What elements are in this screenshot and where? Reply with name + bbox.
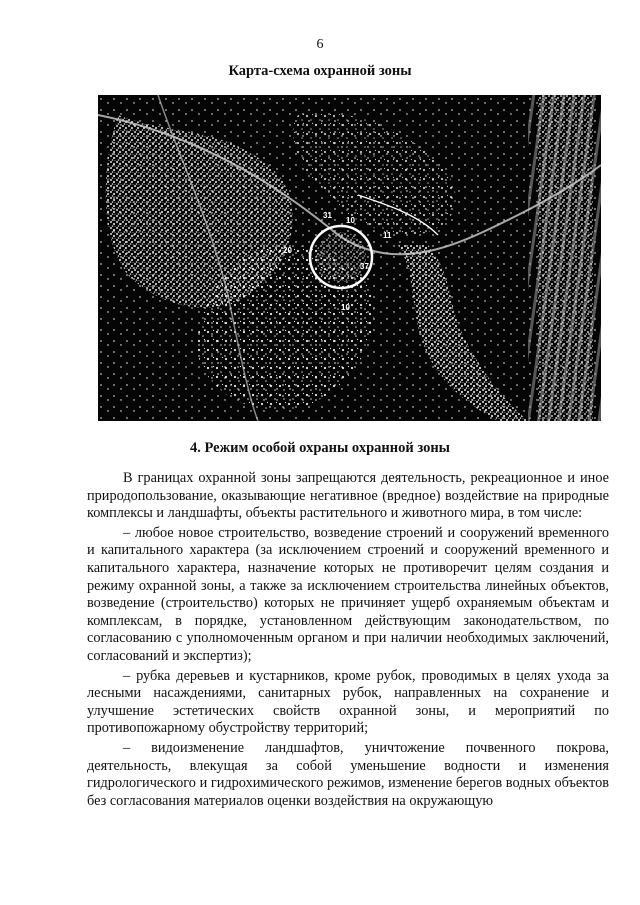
- page-number: 6: [316, 37, 324, 52]
- map-label: 10: [341, 303, 350, 312]
- list-item: – рубка деревьев и кустарников, кроме рубок, проводимых в целях ухода за лесными насаждениями, санитарных рубок, направленных на сохранение и улучшение эстетических свойств охранной зоны, и мероприятий по противопожарному обустройству территорий;: [87, 667, 609, 737]
- map-label: 37: [360, 262, 369, 271]
- map-scheme-svg: [98, 95, 601, 421]
- map-label: 11: [383, 231, 392, 240]
- map-label: 10: [346, 216, 355, 225]
- map-title: Карта-схема охранной зоны: [228, 63, 412, 79]
- map-label: 31: [323, 211, 332, 220]
- intro-paragraph: В границах охранной зоны запрещаются деятельность, рекреационное и иное природопользование, оказывающие негативное (вредное) воздействие на природные комплексы и ландшафты, объекты растительного и животного мира, в том числе:: [87, 470, 609, 522]
- body-text: [87, 470, 609, 810]
- list-item: – любое новое строительство, возведение строений и сооружений временного и капитального характера (за исключением строений и сооружений временного и капитального характера, назначение которых не противоречит целям создания и режиму охранной зоны, а также за исключением строительства линейных объектов, возведение (строительство) которых не причиняет ущерб охраняемым объектам и комплексам, в порядке, установленном действующим законодательством, по согласованию с уполномоченным органом и при наличии необходимых заключений, согласований и экспертиз);: [87, 524, 609, 664]
- list-item: – видоизменение ландшафтов, уничтожение почвенного покрова, деятельность, влекущая за собой уменьшение водности и изменения гидрологического и гидрохимического режимов, изменение берегов водных объектов без согласования материалов оценки воздействия на окружающую: [87, 739, 609, 809]
- section-heading: 4. Режим особой охраны охранной зоны: [189, 440, 450, 456]
- map-label: 20: [283, 246, 292, 255]
- map-scheme-image: [98, 95, 601, 421]
